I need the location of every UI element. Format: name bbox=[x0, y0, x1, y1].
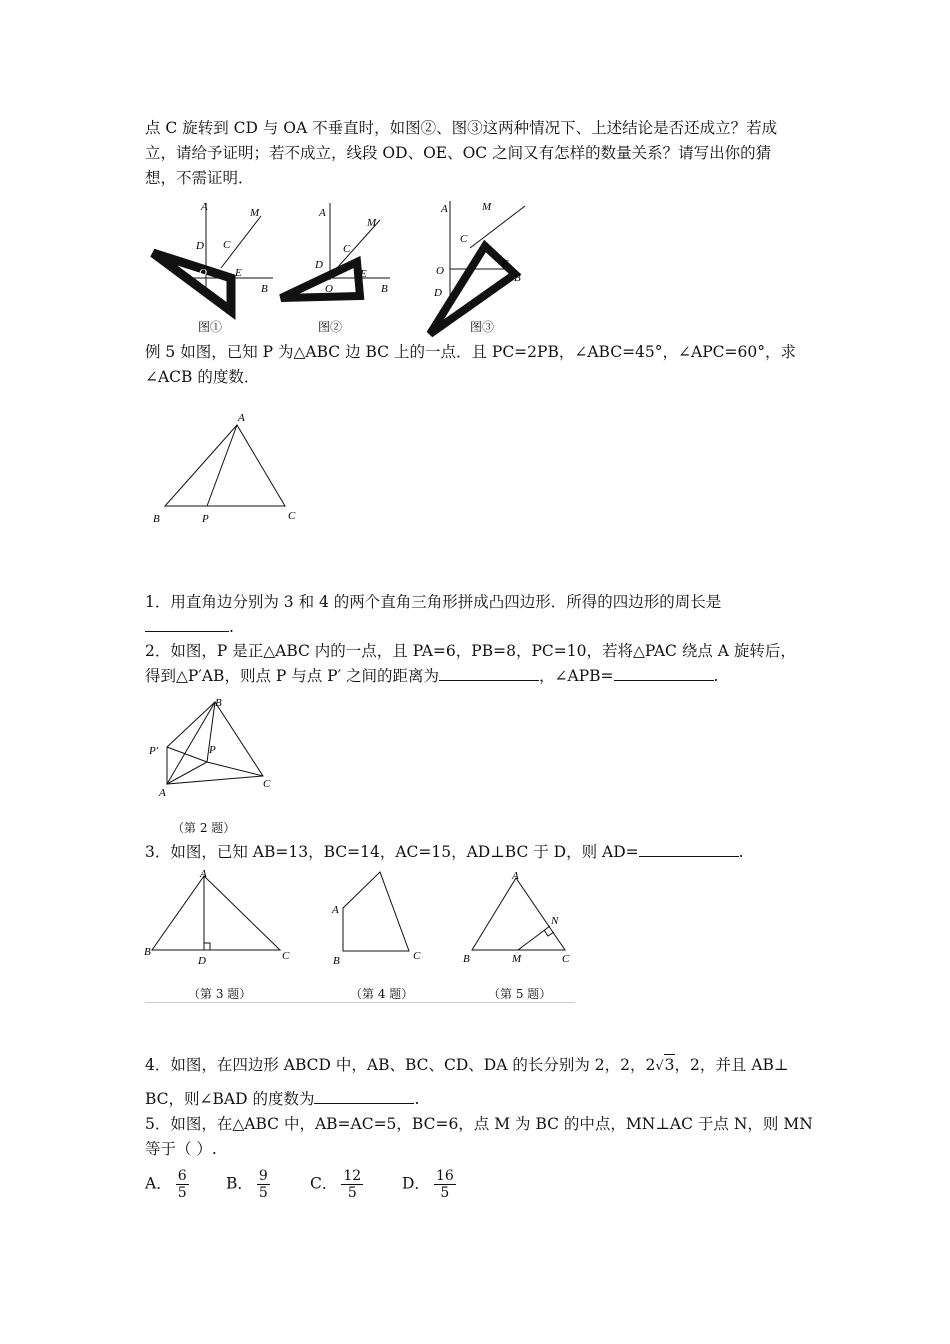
fig2-label-c: C bbox=[343, 243, 351, 255]
intro-line-3: 想，不需证明． bbox=[145, 169, 254, 187]
q4-figure bbox=[325, 866, 435, 971]
q3-caption: （第 3 题） bbox=[188, 987, 252, 1001]
example5-line-1: 例 5 如图，已知 P 为△ABC 边 BC 上的一点．且 PC=2PB，∠ABC=45°，∠APC=60°，求 bbox=[145, 343, 796, 361]
option-b[interactable]: B． $\frac{9}{5}$ bbox=[226, 1168, 268, 1201]
example5-line-2: ∠ACB 的度数． bbox=[145, 368, 260, 386]
q2-label-p: P bbox=[209, 744, 216, 756]
q3-label-b: B bbox=[144, 946, 151, 958]
figure-divider bbox=[145, 1002, 575, 1003]
fig2-label-d: D bbox=[315, 259, 323, 271]
q2-distance-blank[interactable] bbox=[439, 666, 539, 681]
q2-label-a: A bbox=[159, 787, 166, 799]
q4-caption: （第 4 题） bbox=[350, 987, 414, 1001]
q1-line-2: . bbox=[145, 617, 234, 637]
fig1-label-b: B bbox=[261, 283, 268, 295]
q1-line-1: 1．用直角边分别为 3 和 4 的两个直角三角形拼成凸四边形．所得的四边形的周长是 bbox=[145, 593, 722, 611]
option-c[interactable]: C． $\frac{12}{5}$ bbox=[310, 1168, 362, 1201]
fig3-label-e: E bbox=[502, 258, 509, 270]
q3-line: 3．如图，已知 AB=13，BC=14，AC=15，AD⊥BC 于 D，则 AD= . bbox=[145, 843, 744, 861]
fig3-label-c: C bbox=[460, 233, 468, 245]
intro-line-2: 立，请给予证明；若不成立，线段 OD、OE、OC 之间又有怎样的数量关系？请写出你的猜 bbox=[145, 144, 772, 162]
q5-label-a: A bbox=[512, 870, 519, 882]
fig3-label-a: A bbox=[441, 203, 448, 215]
q5-label-m: M bbox=[512, 953, 522, 965]
fig2-label-a: A bbox=[319, 207, 326, 219]
q1-answer-blank[interactable] bbox=[145, 617, 229, 632]
q5-line-1: 5．如图，在△ABC 中，AB=AC=5，BC=6，点 M 为 BC 的中点，MN⊥AC 于点 N，则 MN bbox=[145, 1115, 813, 1133]
figure-2 bbox=[275, 198, 395, 308]
q3-label-a: A bbox=[200, 868, 207, 880]
q3-label-d: D bbox=[198, 955, 206, 967]
option-a[interactable]: A． $\frac{6}{5}$ bbox=[145, 1168, 187, 1201]
q2-line-2: 得到△P′AB，则点 P 与点 P′ 之间的距离为 ，∠APB= . bbox=[145, 667, 719, 685]
fig2-label-o: O bbox=[325, 283, 333, 295]
q2-caption: （第 2 题） bbox=[172, 821, 236, 835]
q2-label-pprime: P′ bbox=[149, 745, 159, 757]
q3-figure bbox=[140, 866, 300, 971]
q4-line-1: 4．如图，在四边形 ABCD 中，AB、BC、CD、DA 的长分别为 2，2，2√3，2，并且 AB⊥ bbox=[145, 1056, 789, 1074]
q5-label-n: N bbox=[551, 915, 559, 927]
fig2-label-m: M bbox=[367, 217, 377, 229]
fig1-label-o: O bbox=[199, 267, 207, 279]
fig3-label-o: O bbox=[436, 265, 444, 277]
ex5-label-p: P bbox=[202, 513, 209, 525]
fig1-label-e: E bbox=[235, 267, 242, 279]
q3-label-c: C bbox=[282, 950, 290, 962]
intro-line-1: 点 C 旋转到 CD 与 OA 不垂直时，如图②、图③这两种情况下、上述结论是否还成立？若成 bbox=[145, 119, 778, 137]
fig3-label-d: D bbox=[434, 287, 442, 299]
fig3-label-m: M bbox=[482, 201, 492, 213]
fig3-caption: 图③ bbox=[470, 320, 495, 334]
q2-figure bbox=[145, 692, 285, 807]
option-d[interactable]: D． $\frac{16}{5}$ bbox=[402, 1168, 454, 1201]
fig2-caption: 图② bbox=[318, 320, 343, 334]
q2-label-b: B bbox=[215, 697, 222, 709]
ex5-label-b: B bbox=[153, 513, 160, 525]
fig1-label-m: M bbox=[250, 207, 260, 219]
q2-angle-blank[interactable] bbox=[614, 666, 714, 681]
ex5-label-a: A bbox=[238, 412, 245, 424]
fig2-label-b: B bbox=[381, 283, 388, 295]
q4-label-c: C bbox=[413, 950, 421, 962]
figure-1 bbox=[145, 198, 280, 338]
q4-label-a: A bbox=[332, 904, 339, 916]
fig1-label-c: C bbox=[223, 239, 231, 251]
q5-label-b: B bbox=[463, 953, 470, 965]
example5-figure bbox=[145, 405, 315, 530]
q3-answer-blank[interactable] bbox=[639, 842, 739, 857]
q4-line-2: BC，则∠BAD 的度数为 . bbox=[145, 1090, 420, 1108]
fig1-caption: 图① bbox=[198, 320, 223, 334]
fig3-label-b: B bbox=[514, 272, 521, 284]
q2-line-1: 2．如图，P 是正△ABC 内的一点，且 PA=6，PB=8，PC=10，若将△PAC 绕点 A 旋转后， bbox=[145, 642, 796, 660]
fig1-label-d: D bbox=[196, 240, 204, 252]
q4-label-b: B bbox=[333, 955, 340, 967]
q5-label-c: C bbox=[562, 953, 570, 965]
fig2-label-e: E bbox=[360, 268, 367, 280]
fig1-label-a: A bbox=[201, 201, 208, 213]
q5-line-2: 等于（ ）. bbox=[145, 1140, 217, 1158]
q4-answer-blank[interactable] bbox=[314, 1089, 414, 1104]
ex5-label-c: C bbox=[288, 510, 296, 522]
q5-figure bbox=[460, 866, 580, 971]
q5-caption: （第 5 题） bbox=[488, 987, 552, 1001]
q2-label-c: C bbox=[263, 778, 271, 790]
